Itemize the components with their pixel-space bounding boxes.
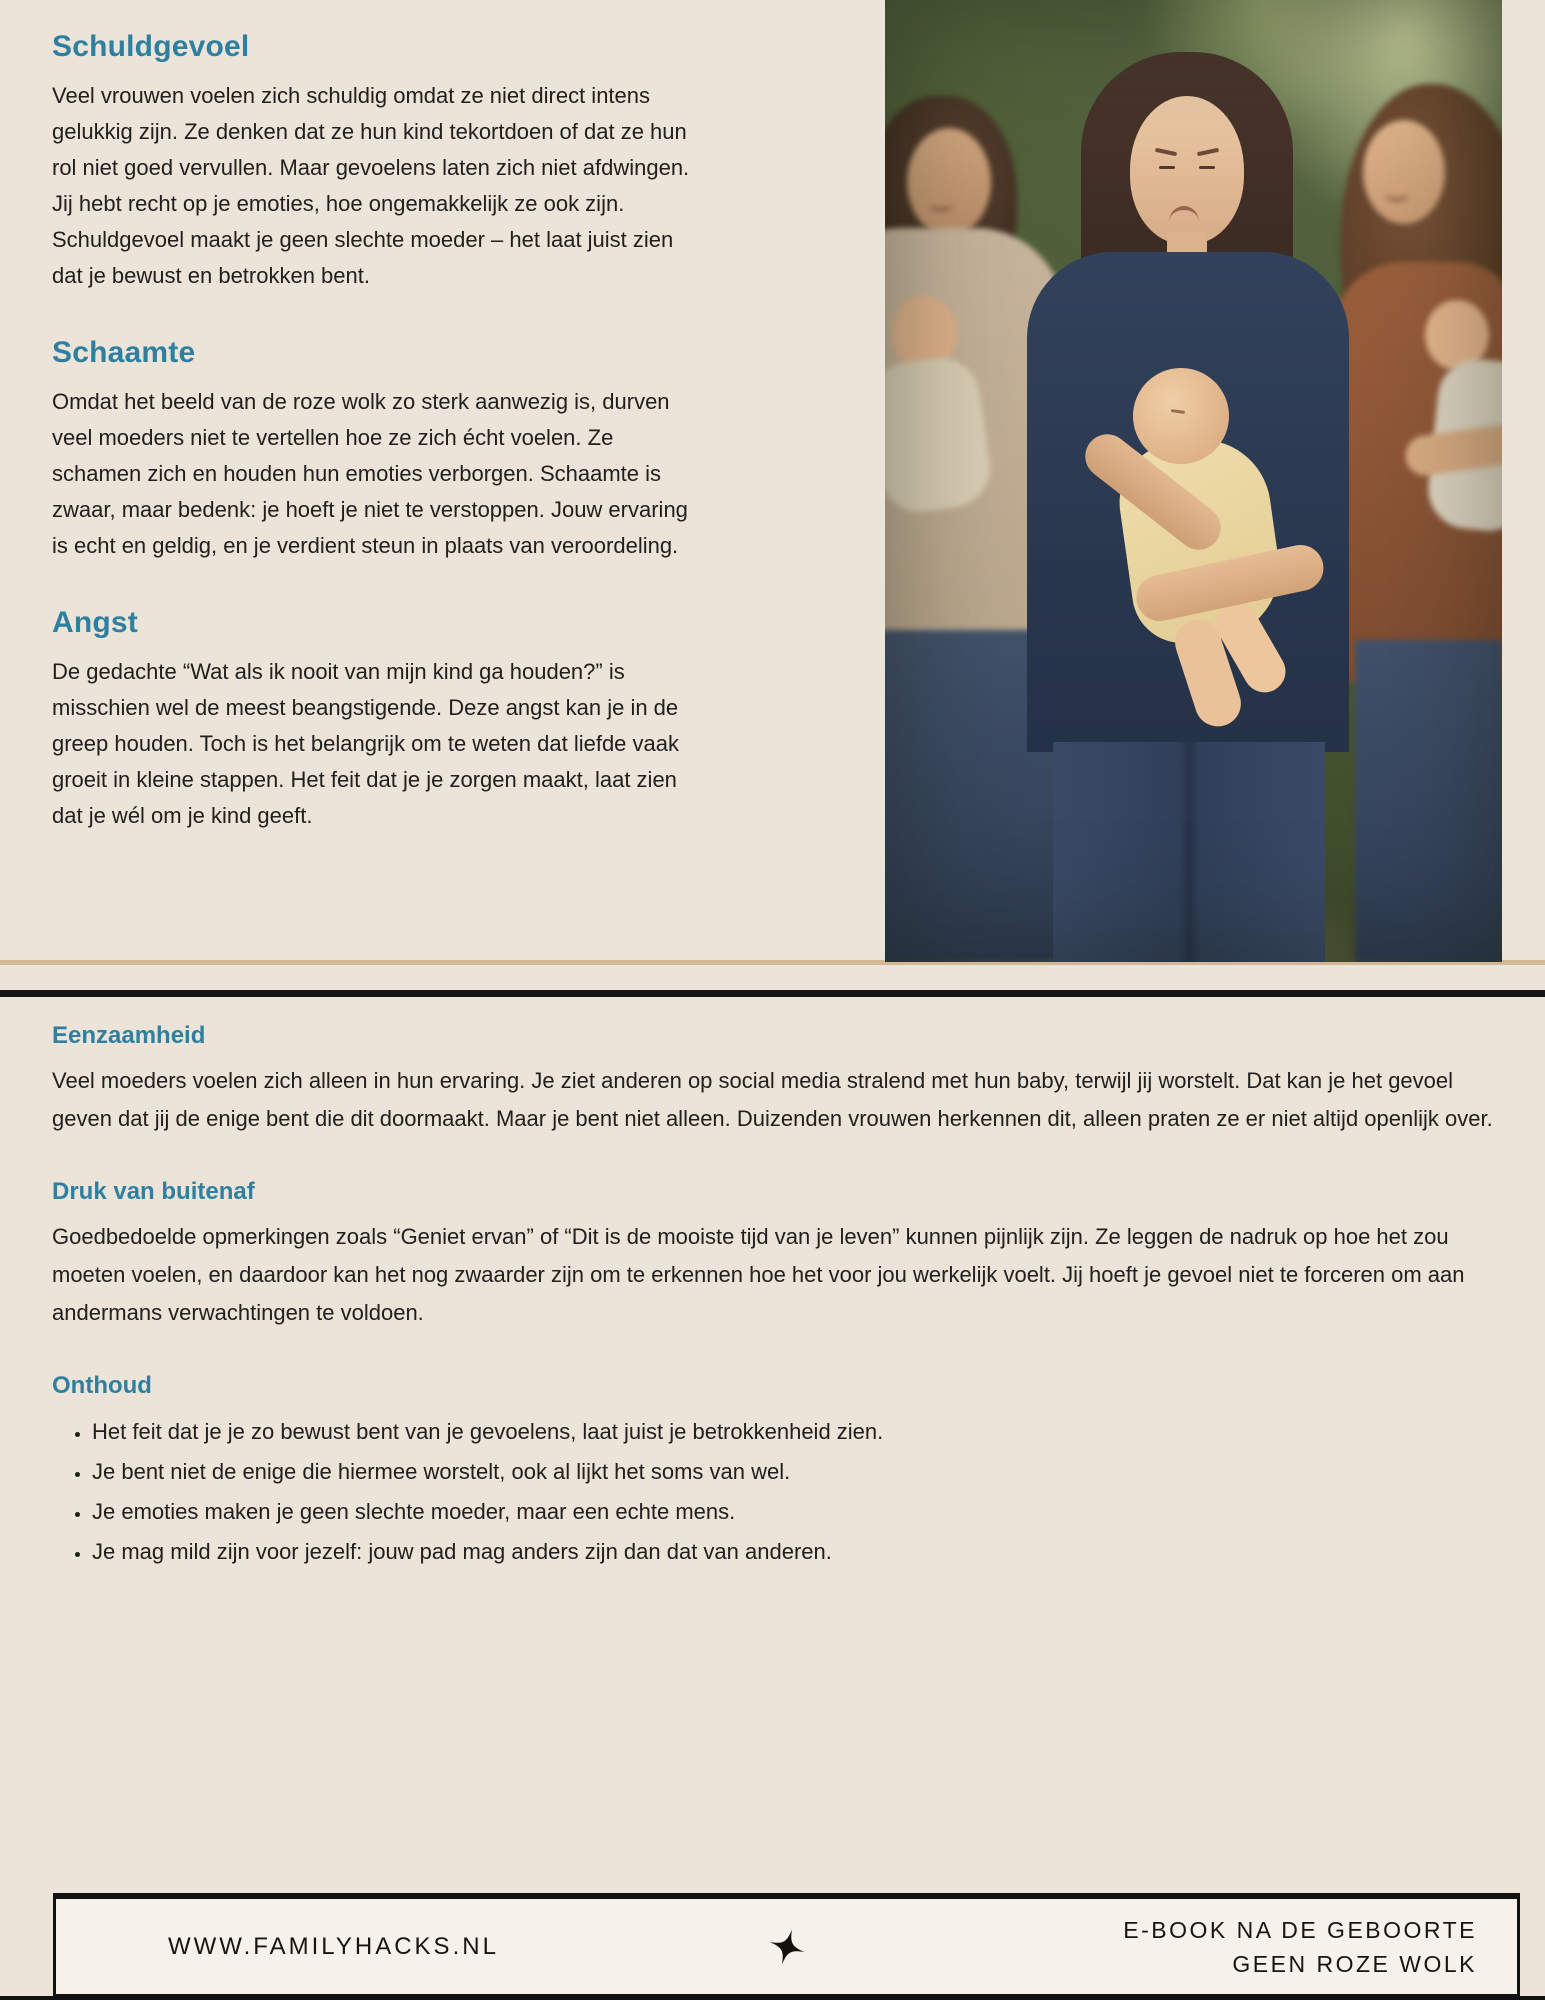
footer-ebook-line2: GEEN ROZE WOLK [1232,1950,1477,1977]
section-body-schuldgevoel: Veel vrouwen voelen zich schuldig omdat ze niet direct intens gelukkig zijn. Ze denken dat ze hun kind tekortdoen of dat ze hun rol niet goed vervullen. Maar gevoelens laten zich niet afdwingen. Jij hebt recht op je emoties, hoe ongemakkelijk ze ook zijn. Schuldgevoel maakt je geen slechte moeder – het laat juist zien dat je bewust en betrokken bent. [52,83,690,288]
section-body-eenzaamheid: Veel moeders voelen zich alleen in hun ervaring. Je ziet anderen op social media stralend met hun baby, terwijl jij worstelt. Dat kan je het gevoel geven dat jij de enige bent die dit doormaakt. Maar je bent niet alleen. Duizenden vrouwen herkennen dit, alleen praten ze er niet altijd openlijk over. [52,1068,1493,1131]
bottom-text-block [52,1022,1514,1572]
footer-website-url: WWW.FAMILYHACKS.NL [168,1932,499,1960]
section-heading-schaamte: Schaamte [52,336,196,369]
section-heading-druk-van-buitenaf: Druk van buitenaf [52,1178,255,1205]
section-heading-schuldgevoel: Schuldgevoel [52,30,250,63]
section-body-schaamte: Omdat het beeld van de roze wolk zo sterk aanwezig is, durven veel moeders niet te vertellen hoe ze zich écht voelen. Ze schamen zich en houden hun emoties verborgen. Schaamte is zwaar, maar bedenk: je hoeft je niet te verstoppen. Jouw ervaring is echt en geldig, en je verdient steun in plaats van veroordeling. [52,389,688,558]
sparkle-star-icon [763,1923,810,1970]
page-bottom-rule [0,1996,1545,2000]
photo-vignette [885,0,1502,962]
black-divider-line [0,990,1545,997]
onthoud-bullet: • Je emoties maken je geen slechte moeder, maar een echte mens. [92,1492,1514,1532]
footer-bar [53,1893,1520,1997]
onthoud-bullet: • Je mag mild zijn voor jezelf: jouw pad mag anders zijn dan dat van anderen. [92,1532,1514,1572]
footer-ebook-title [1123,1913,1477,1981]
top-text-column [52,30,697,834]
section-body-druk-van-buitenaf: Goedbedoelde opmerkingen zoals “Geniet ervan” of “Dit is de mooiste tijd van je leven” kunnen pijnlijk zijn. Ze leggen de nadruk op hoe het zou moeten voelen, en daardoor kan het nog zwaarder zijn om te erkennen hoe het voor jou werkelijk voelt. Jij hoeft je gevoel niet te forceren om aan andermans verwachtingen te voldoen. [52,1224,1465,1325]
onthoud-bullet-list [52,1412,1514,1572]
section-heading-eenzaamheid: Eenzaamheid [52,1022,206,1049]
section-heading-onthoud: Onthoud [52,1372,152,1399]
footer-ebook-line1: E-BOOK NA DE GEBOORTE [1123,1916,1477,1943]
onthoud-bullet: • Je bent niet de enige die hiermee worstelt, ook al lijkt het soms van wel. [92,1452,1514,1492]
section-heading-angst: Angst [52,606,138,639]
mothers-group-photo [885,0,1502,962]
section-body-angst: De gedachte “Wat als ik nooit van mijn kind ga houden?” is misschien wel de meest beangstigende. Deze angst kan je in de greep houden. Toch is het belangrijk om te weten dat liefde vaak groeit in kleine stappen. Het feit dat je je zorgen maakt, laat zien dat je wél om je kind geeft. [52,659,679,828]
onthoud-bullet: • Het feit dat je je zo bewust bent van je gevoelens, laat juist je betrokkenheid zien. [92,1412,1514,1452]
